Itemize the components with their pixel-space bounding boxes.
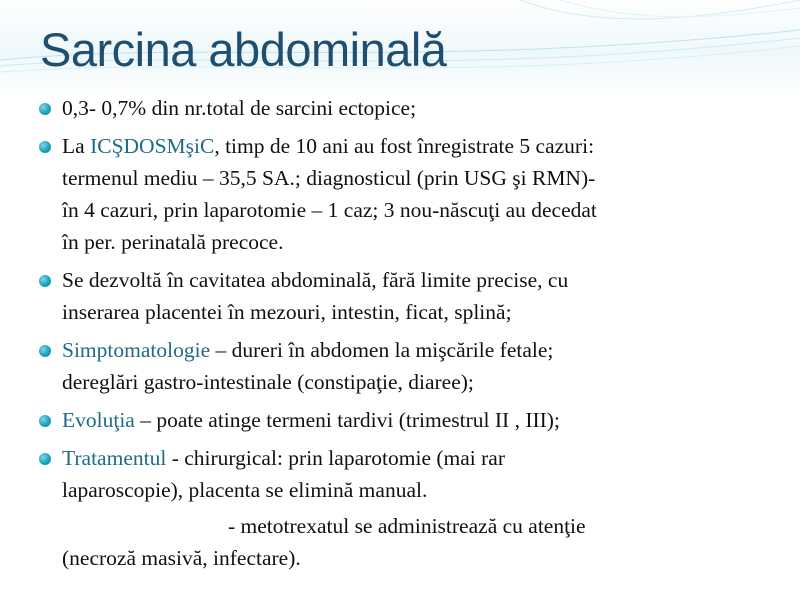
bullet-rest: – dureri în abdomen la mişcările fetale; (210, 338, 554, 362)
bullet-dot-icon (39, 415, 51, 427)
bullet-keyword: Evoluţia (62, 408, 135, 432)
bullet-dot-icon (39, 141, 51, 153)
bullet-continuation: în per. perinatală precoce. (62, 230, 284, 254)
bullet-dot-icon (39, 453, 51, 465)
bullet-item-6 (38, 442, 790, 574)
bullet-keyword: Tratamentul (62, 446, 167, 470)
bullet-rest: - chirurgical: prin laparotomie (mai rar (166, 446, 506, 470)
bullet-continuation: în 4 cazuri, prin laparotomie – 1 caz; 3 nou-născuţi au decedat (62, 198, 597, 222)
bullet-dot-icon (39, 275, 51, 287)
slide-content (38, 90, 790, 574)
bullet-prefix: La (62, 134, 91, 158)
bullet-continuation: - metotrexatul se administrează cu atenţie (228, 514, 586, 538)
bullet-rest: , timp de 10 ani au fost înregistrate 5 cazuri: (214, 134, 595, 158)
bullet-item-5 (38, 404, 790, 436)
bullet-continuation: (necroză masivă, infectare). (62, 546, 301, 570)
bullet-first-line (62, 130, 790, 162)
bullet-first-line (62, 404, 790, 436)
bullet-text: Se dezvoltă în cavitatea abdominală, fără limite precise, cu (62, 268, 569, 292)
bullet-first-line (62, 442, 790, 474)
bullet-item-2 (38, 130, 790, 258)
bullet-continuation: laparoscopie), placenta se elimină manual. (62, 478, 428, 502)
bullet-item-3 (38, 264, 790, 328)
bullet-keyword: Simptomatologie (62, 338, 211, 362)
bullet-dot-icon (39, 345, 51, 357)
bullet-first-line (62, 334, 790, 366)
bullet-item-4 (38, 334, 790, 398)
bullet-continuation: dereglări gastro-intestinale (constipaţie, diaree); (62, 370, 474, 394)
bullet-item-1 (38, 92, 790, 124)
bullet-rest: – poate atinge termeni tardivi (trimestrul II , III); (134, 408, 560, 432)
slide-title: Sarcina abdominală (40, 23, 447, 76)
bullet-continuation: termenul mediu – 35,5 SA.; diagnosticul (prin USG şi RMN)- (62, 166, 596, 190)
bullet-dot-icon (39, 103, 51, 115)
bullet-keyword: ICŞDOSMşiC (90, 134, 215, 158)
bullet-continuation: inserarea placentei în mezouri, intestin, ficat, splină; (62, 300, 512, 324)
bullet-text: 0,3- 0,7% din nr.total de sarcini ectopice; (62, 96, 417, 120)
